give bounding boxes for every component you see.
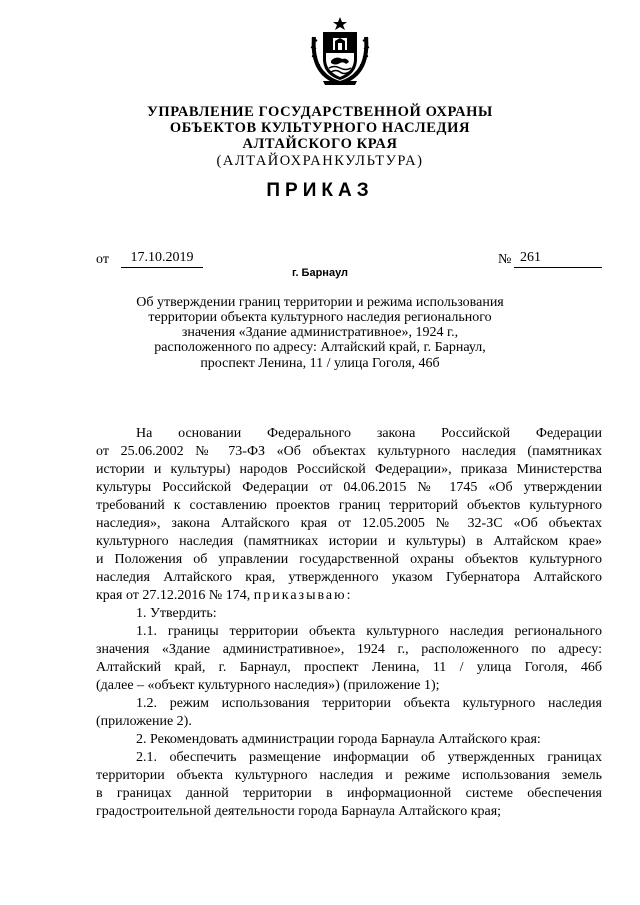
body-line: (приложение 2). xyxy=(96,714,192,729)
body-line: истории и культуры) народов Российской Федерации», приказа Министерства xyxy=(96,462,602,477)
order-date: 17.10.2019 xyxy=(121,250,203,268)
list-item-1-2: 1.2. режим использования территории объекта культурного наследия xyxy=(136,696,602,711)
list-item-2-1: 2.1. обеспечить размещение информации об утвержденных границах xyxy=(136,750,602,765)
date-label: от xyxy=(96,252,109,267)
subject-line-1: Об утверждении границ территории и режима использования xyxy=(136,295,504,310)
org-name-line-2: ОБЪЕКТОВ КУЛЬТУРНОГО НАСЛЕДИЯ xyxy=(169,120,471,136)
body-line: требований к составлению проектов границ территорий объектов культурного xyxy=(96,498,602,513)
body-line xyxy=(96,587,602,605)
list-item-1: 1. Утвердить: xyxy=(136,606,217,621)
body-line: наследия Алтайского края, утвержденного указом Губернатора Алтайского xyxy=(96,570,602,585)
body-line: от 25.06.2002 № 73-ФЗ «Об объектах культурного наследия (памятниках xyxy=(96,444,602,459)
body-line: в границах данной территории в информационной системе обеспечения xyxy=(96,786,602,801)
body-text: края от 27.12.2016 № 174, xyxy=(96,588,254,603)
altai-coat-of-arms-icon xyxy=(309,15,371,87)
list-item-1-1: 1.1. границы территории объекта культурного наследия регионального xyxy=(136,624,602,639)
document-type-title: ПРИКАЗ xyxy=(266,180,374,201)
number-label: № xyxy=(498,252,512,267)
subject-line-4: расположенного по адресу: Алтайский край, г. Барнаул, xyxy=(154,340,486,355)
body-line: Алтайский край, г. Барнаул, проспект Ленина, 11 / улица Гоголя, 46б xyxy=(96,660,602,675)
body-line: наследия», закона Алтайского края от 12.05.2005 № 32-ЗС «Об объектах xyxy=(96,516,602,531)
subject-line-5: проспект Ленина, 11 / улица Гоголя, 46б xyxy=(200,356,440,371)
order-verb: приказываю: xyxy=(253,588,353,603)
org-name-line-1: УПРАВЛЕНИЕ ГОСУДАРСТВЕННОЙ ОХРАНЫ xyxy=(147,104,493,120)
body-line: и Положения об управлении государственной охраны объектов культурного xyxy=(96,552,602,567)
org-name-line-3: АЛТАЙСКОГО КРАЯ xyxy=(242,136,398,152)
subject-line-3: значения «Здание административное», 1924 г., xyxy=(181,325,459,340)
list-item-2: 2. Рекомендовать администрации города Барнаула Алтайского края: xyxy=(136,732,541,747)
body-line: территории объекта культурного наследия и режиме использования земель xyxy=(96,768,602,783)
body-line: (далее – «объект культурного наследия») (приложение 1); xyxy=(96,678,440,693)
body-line: На основании Федерального закона Российской Федерации xyxy=(136,426,602,441)
subject-line-2: территории объекта культурного наследия регионального xyxy=(148,310,492,325)
order-number: 261 xyxy=(514,250,602,268)
city-label: г. Барнаул xyxy=(291,267,349,279)
body-line: градостроительной деятельности города Барнаула Алтайского края; xyxy=(96,804,502,819)
body-line: культурного наследия (памятниках истории и культуры) в Алтайском крае» xyxy=(96,534,602,549)
body-line: значения «Здание административное», 1924 г., расположенного по адресу: xyxy=(96,642,602,657)
body-line: культуры Российской Федерации от 04.06.2015 № 1745 «Об утверждении xyxy=(96,480,602,495)
org-short-name: (АЛТАЙОХРАНКУЛЬТУРА) xyxy=(216,153,424,169)
